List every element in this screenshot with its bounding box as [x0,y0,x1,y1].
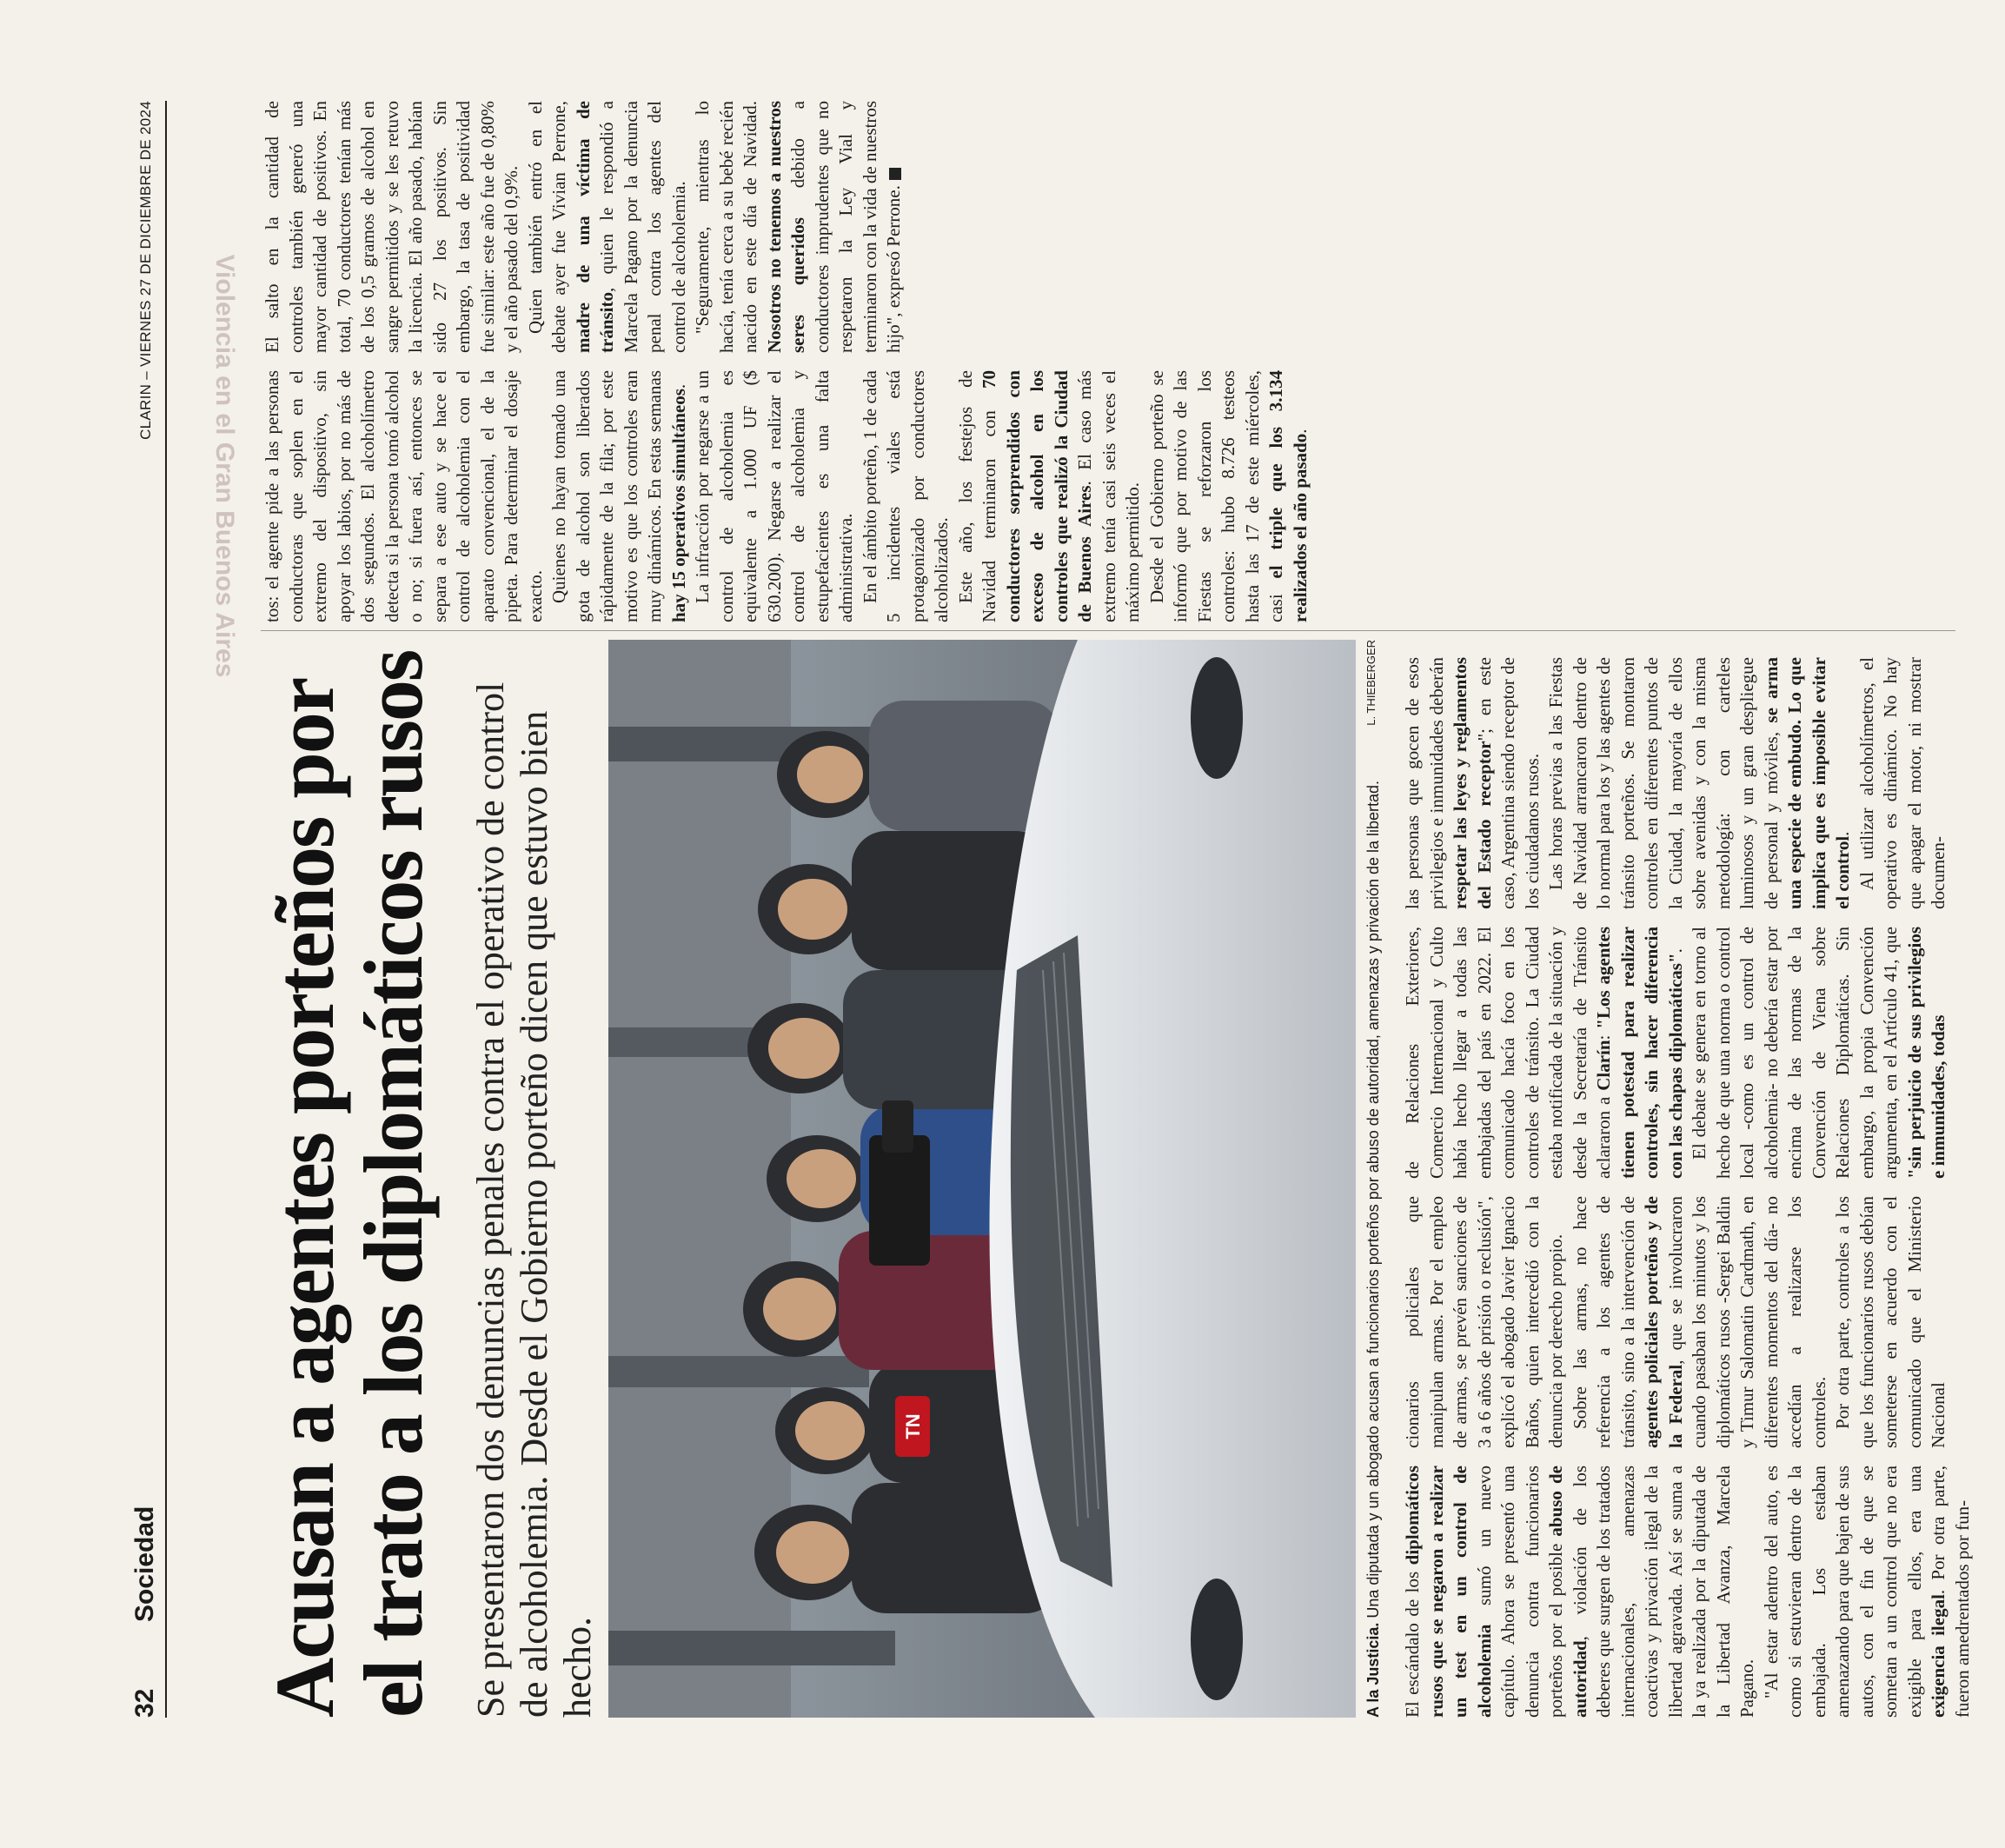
body-column-1 [1401,1465,1973,1718]
body-column-5 [261,370,1955,622]
bold-run: respetar las leyes y reglamentos del Estado receptor [1450,657,1495,909]
headline: Acusan a agentes porteños por el trato a los diplomáticos rusos [258,650,440,1718]
dateline: CLARIN – VIERNES 27 DE DICIEMBRE DE 2024 [137,101,154,440]
body-paragraph [1569,1196,1832,1448]
photo-caption [1363,640,1389,1718]
text-run: La infracción por negarse a un control de alcoholemia es equivalente a 1.000 UF ($ 630.200). Negarse a realizar el control de alcoholemia y estupefacientes es una falta administrativa. [692,370,856,622]
body-paragraph [691,370,859,622]
body-paragraph [691,101,906,353]
text-run: las personas que gocen de esos privilegios e inmunidades deberán [1402,657,1447,909]
text-run: . [1832,831,1853,836]
caption-text: Una diputada y un abogado acusan a funcionarios porteños por abuso de autoridad, amenazas y privación de la libertad. [1364,780,1382,1623]
body-paragraph [1401,657,1544,909]
body-column-3 [1401,927,1957,1179]
page-number: 32 [130,1688,159,1718]
body-paragraph [1145,370,1313,622]
text-run: de Relaciones Exteriores, Comercio Internacional y Culto había hecho llegar a todas las embajadas del país en 2022. El comunicado hacía foco en los controles de tránsito. La Ciudad estaba notificada de la situación y desde la Secretaría de Tránsito aclararon a [1402,927,1614,1179]
text-run: , que se involucraron cuando pasaban los minutos y los diplomáticos rusos -Sergei Baldin y Timur Salomatin Cardmath, en diferentes momentos del día- no accedían a realizarse los controles. [1664,1196,1829,1448]
text-run: Sobre las armas, no hace referencia a los agentes de tránsito, sino a la intervención de [1569,1196,1638,1448]
text-run: "; en este caso, Argentina siendo receptor de los ciudadanos rusos. [1473,657,1543,909]
end-mark [889,168,901,180]
bold-run: Clarín [1593,1040,1614,1091]
text-run: Desde el Gobierno porteño se informó que por motivo de las Fiestas se reforzaron los controles: hubo 8.726 testeos hasta las 17 de este miércoles, casi [1145,370,1286,622]
body-paragraph [524,101,692,353]
body-column-6 [261,101,1955,353]
bold-run: exigencia ilegal [1928,1594,1949,1718]
text-run: Por otra parte, controles a los que los funcionarios rusos debían someterse en acuerdo con el comunicado que el Ministerio Nacional [1832,1196,1949,1448]
caption-lead: A la Justicia. [1364,1622,1382,1718]
text-run: Al utilizar alcoholímetros, el operativo es dinámico. No hay que apagar el motor, ni mostrar documen- [1856,657,1949,909]
text-run: El debate se genera en torno al hecho de que una norma o control local -como es un control de alcoholemia- no debería estar por encima de las normas de la Convención de Viena sobre Relaciones Diplomáticas. Sin embargo, la propia Convención argumenta, en el Artículo 41, que [1689,927,1901,1179]
bold-run: diplomáticos rusos que se negaron a realizar un test en un control de alcoholemia [1402,1466,1495,1718]
news-photo [608,640,1356,1718]
page-folio [130,101,167,1718]
bleed-through-text: Violencia en el Gran Buenos Aires [210,254,239,678]
text-run: "Al estar adentro del auto, es como si estuvieran dentro de la embajada. Los estaban amenazando para que bajen de sus autos, con el fin de que se sometan a un control que no era exigible para ellos, era una [1760,1466,1925,1718]
body-paragraph [1544,657,1856,909]
body-paragraph [261,370,548,622]
body-column-4 [1401,657,1957,909]
photo-illustration [608,640,1356,1718]
body-paragraph [261,101,524,353]
column-rule [261,630,1955,631]
text-run: sumó un nuevo capítulo. Ahora se presentó una denuncia contra funcionarios porteños por el posible [1473,1466,1566,1718]
bold-run: abuso de autoridad [1545,1465,1590,1718]
body-paragraph [1401,1196,1569,1448]
body-paragraph [1688,927,1951,1179]
bold-run: se arma una especie de embudo. Lo que implica que es imposible evitar el control [1760,657,1853,909]
text-run: Quienes no hayan tomado una gota de alcohol son liberados rápidamente de la fila; por este motivo es que los controles eran muy dinámicos. En estas semanas [548,370,665,622]
text-run: . El caso más extremo tenía casi seis veces el máximo permitido. [1074,370,1143,622]
text-run: Quien también entró en el debate ayer fue Vivian Perrone, [524,101,569,353]
body-paragraph [1401,927,1688,1179]
body-paragraph [1401,1466,1760,1718]
bold-run: agentes policiales porteños y de la Federal [1641,1196,1686,1448]
text-run: Este año, los festejos de Navidad terminaron con [954,370,999,622]
body-paragraph [548,370,691,622]
text-run: cionarios policiales que manipulan armas. Por el empleo de armas, se prevén sanciones de 3 a 6 años de prisión o reclusión", explicó el abogado Javier Ignacio Baños, quien intercedió con la denuncia por derecho propio. [1402,1196,1566,1448]
text-run: , quien le respondió a Marcela Pagano por la denuncia penal contra los agentes del control de alcoholemia. [596,101,689,353]
bold-run: hay 15 operativos simultáneos [667,389,689,622]
photo-credit: L. THIEBERGER [1364,640,1378,726]
bold-run: el triple que los 3.134 realizados el año pasado [1265,370,1311,622]
body-paragraph [954,370,1145,622]
text-run: . [1664,948,1686,954]
body-paragraph [1760,1466,1975,1718]
deck: Se presentaron dos denuncias penales contra el operativo de control de alcoholemia. Desde el Gobierno porteño dicen que estuvo bien hecho. [469,681,599,1718]
text-run: . Por otra parte, fueron amedrentados por fun- [1928,1466,1973,1718]
text-run: El escándalo de los [1402,1565,1423,1718]
body-column-2 [1401,1196,1957,1448]
text-run: El salto en la cantidad de controles también generó una mayor cantidad de positivos. En total, 70 conductores tenían más de los 0,5 gramos de alcohol en sangre permitidos y se les retuvo la licencia. El año pasado, habían sido 27 los positivos. Sin embargo, la tasa de positividad fue similar: este año fue de 0,80% y el año pasado del 0,9%. [262,101,521,353]
bold-run: "Los agentes tienen potestad para realizar controles, sin hacer diferencia con las chapas diplomáticas" [1593,927,1686,1179]
text-run: debido a conductores imprudentes que no respetaron la Ley Vial y terminaron con la vida de nuestros hijo", expresó Perrone. [787,101,904,353]
mic-label: TN [902,1413,924,1439]
text-run: Las horas previas a las Fiestas de Navidad arrancaron dentro de lo normal para los y las agentes de tránsito porteños. Se montaron controles en diferentes puntos de la Ciudad, la mayoría de ellos sobre avenidas y con la misma metodología: con carteles luminosos y un gran despliegue de personal y móviles, [1545,657,1782,909]
bold-run: Nosotros no tenemos a nuestros seres queridos [763,101,808,353]
bold-run: madre de una víctima de tránsito [572,101,617,353]
bold-run: 70 conductores sorprendidos con exceso de alcohol en los controles que realizó la Ciudad de Buenos Aires [979,370,1095,622]
text-run: En el ámbito porteño, 1 de cada 5 incidentes viales está protagonizado por conductores alcoholizados. [859,370,952,622]
text-run: . [667,383,689,389]
text-run: , violación de los deberes que surgen de los tratados internacionales, amenazas coactivas y privación ilegal de la libertad agravada. Así se suma a la ya realizada por la diputada de la Libertad Avanza, Marcela Pagano. [1569,1466,1757,1718]
text-run: . [1289,429,1311,434]
text-run: "Seguramente, mientras lo hacía, tenía cerca a su bebé recién nacido en este día de Navidad. [692,101,760,353]
text-run: : [1593,1028,1614,1040]
body-paragraph [1856,657,1951,909]
body-paragraph [1831,1196,1951,1448]
text-run: tos: el agente pide a las personas conductoras que soplen en el extremo del dispositivo, sin apoyar los labios, por no más de dos segundos. El alcoholímetro detecta si la persona tomó alcohol o no; si fuera así, entonces se separa a ese auto y se hace el control de alcoholemia con el aparato convencional, el de la pipeta. Para determinar el dosaje exacto. [262,370,546,622]
section-label: Sociedad [130,1506,159,1622]
bold-run: "sin perjuicio de sus privilegios e inmunidades, todas [1903,927,1949,1179]
body-paragraph [859,370,954,622]
